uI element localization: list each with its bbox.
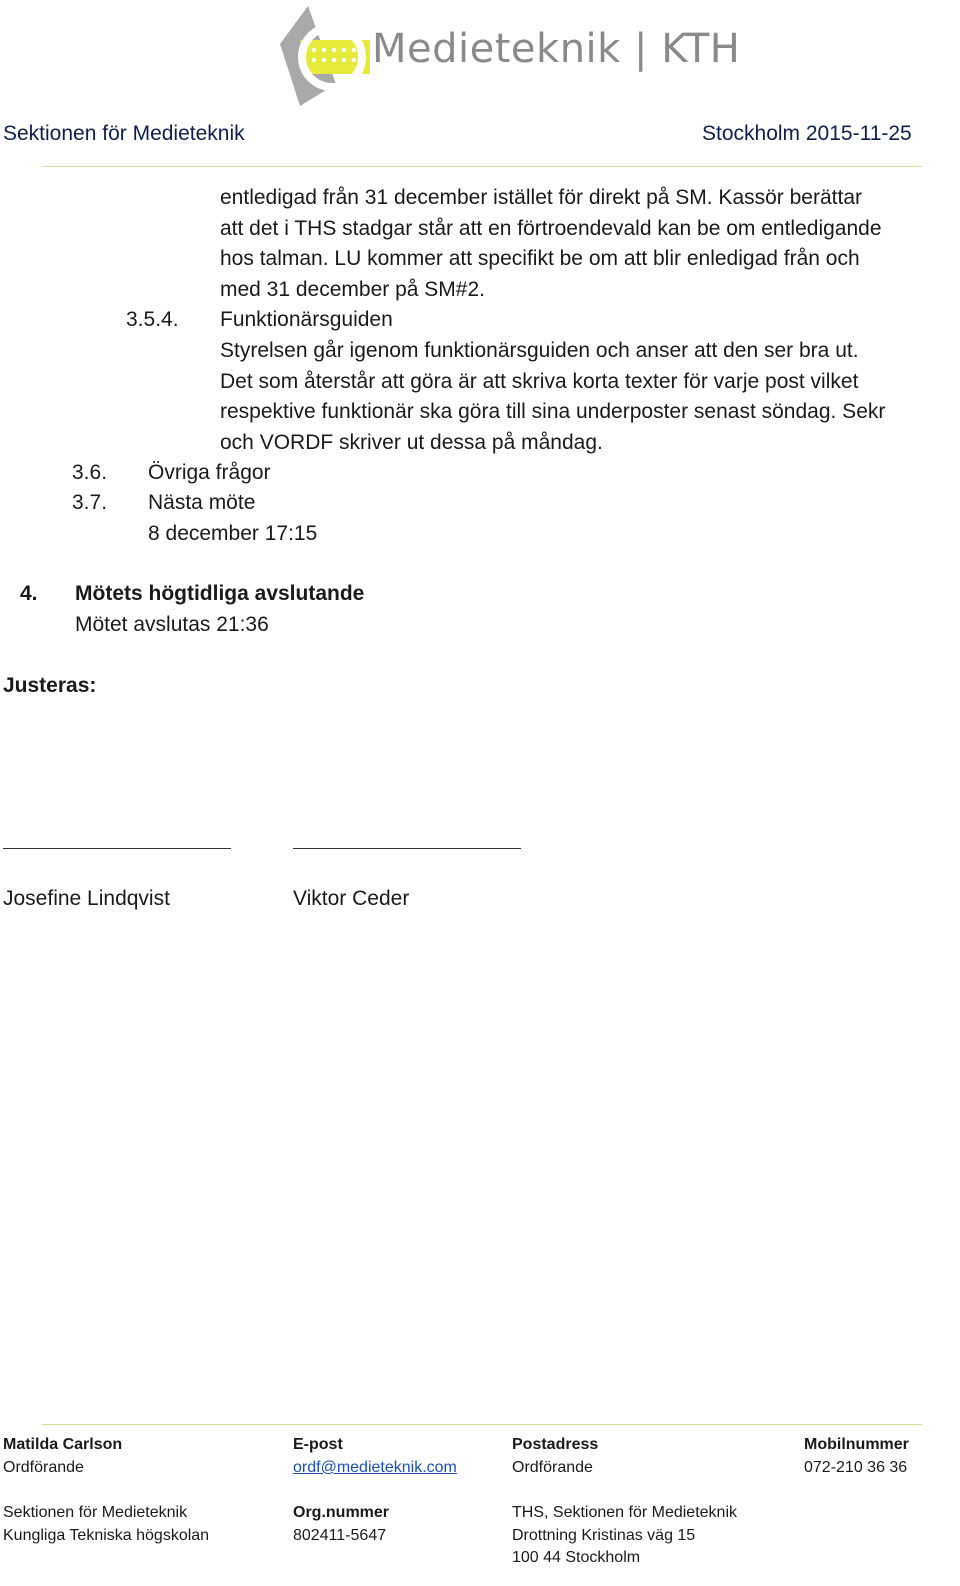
signature-name-1: Josefine Lindqvist [3, 887, 170, 910]
text-line: respektive funktionär ska göra till sina underposter senast söndag. Sekr [220, 400, 886, 424]
footer-email-link[interactable]: ordf@medieteknik.com [293, 1459, 457, 1476]
header-org: Sektionen för Medieteknik [3, 122, 245, 145]
section-4-number: 4. [20, 582, 38, 605]
text-line: entledigad från 31 december istället för direkt på SM. Kassör berättar [220, 186, 862, 209]
item-37-title: Nästa möte [148, 491, 256, 514]
footer-address-line-1: THS, Sektionen för Medieteknik [512, 1504, 737, 1521]
item-36-title: Övriga frågor [148, 461, 271, 484]
footer-postal-label: Postadress [512, 1436, 599, 1453]
item-354-paragraph [220, 336, 885, 458]
footer-org-number-label: Org.nummer [293, 1504, 390, 1521]
footer-org: Sektionen för Medieteknik [3, 1504, 188, 1521]
signature-name-2: Viktor Ceder [293, 887, 410, 910]
header-place-date: Stockholm 2015-11-25 [702, 122, 912, 145]
text-line: med 31 december på SM#2. [220, 277, 485, 301]
footer-phone: 072-210 36 36 [804, 1459, 908, 1476]
text-line: hos talman. LU kommer att specifikt be om att blir enledigad från och [220, 247, 860, 271]
footer-role: Ordförande [3, 1459, 84, 1476]
footer-address-line-2: Drottning Kristinas väg 15 [512, 1527, 696, 1544]
footer-org-number: 802411-5647 [293, 1527, 387, 1544]
text-line: Det som återstår att göra är att skriva korta texter för varje post vilket [220, 369, 859, 393]
item-354-number: 3.5.4. [126, 308, 179, 331]
footer-postal-recipient: Ordförande [512, 1459, 593, 1476]
section-4-title: Mötets högtidliga avslutande [75, 582, 365, 605]
footer-address-line-3: 100 44 Stockholm [512, 1549, 641, 1566]
footer-school: Kungliga Tekniska högskolan [3, 1527, 210, 1544]
footer-email-label: E-post [293, 1436, 343, 1453]
signature-line-2 [293, 848, 521, 849]
footer-phone-label: Mobilnummer [804, 1436, 909, 1453]
footer-divider [42, 1424, 922, 1425]
header-divider [42, 166, 922, 167]
text-line: och VORDF skriver ut dessa på måndag. [220, 430, 603, 454]
continued-paragraph [220, 183, 882, 305]
section-4-detail: Mötet avslutas 21:36 [75, 613, 269, 636]
signature-line-1 [3, 848, 231, 849]
item-36-number: 3.6. [72, 461, 108, 484]
item-37-number: 3.7. [72, 491, 108, 514]
text-line: att det i THS stadgar står att en förtroendevald kan be om entledigande [220, 216, 882, 240]
text-line: Styrelsen går igenom funktionärsguiden och anser att den ser bra ut. [220, 339, 859, 362]
adjust-label: Justeras: [3, 674, 97, 697]
item-354-title: Funktionärsguiden [220, 308, 393, 331]
logo-wordmark: Medieteknik | KTH [372, 26, 741, 72]
footer-name: Matilda Carlson [3, 1436, 123, 1453]
item-37-detail: 8 december 17:15 [148, 522, 318, 545]
